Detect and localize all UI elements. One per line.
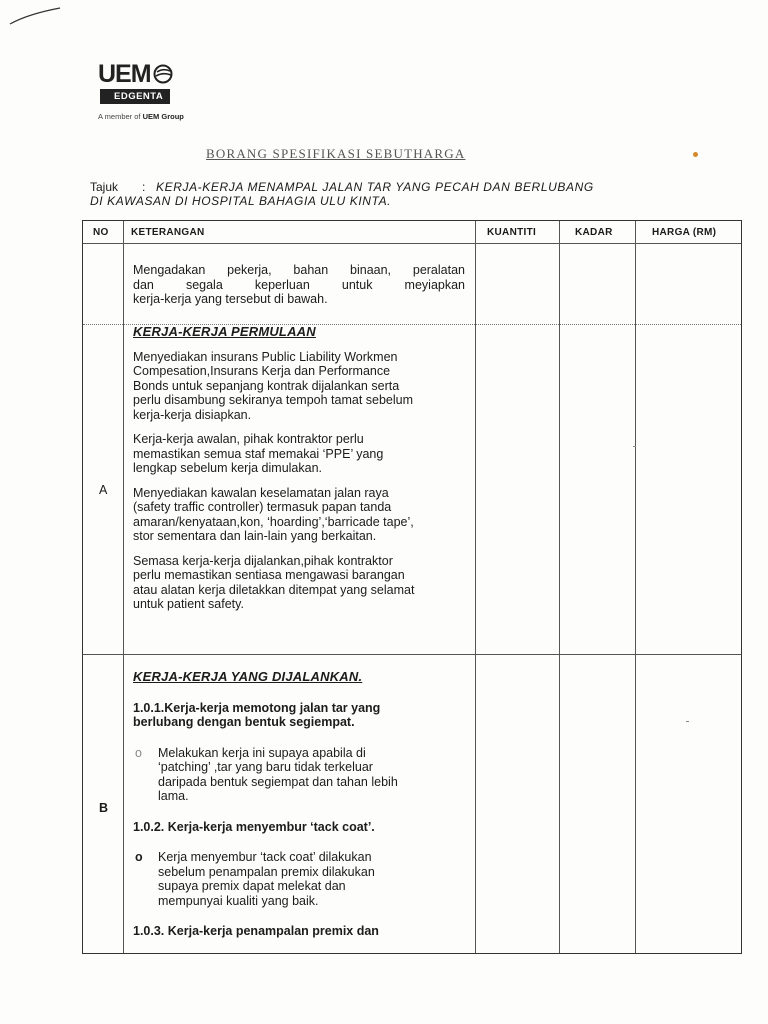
tajuk-colon: : <box>142 180 146 194</box>
header-kadar: KADAR <box>575 227 613 238</box>
intro-description: Mengadakan pekerja, bahan binaan, peralatan dan segala keperluan untuk meyiapkan kerja-kerja yang tersebut di bawah. <box>133 263 465 306</box>
subsection-2-title: 1.0.2. Kerja-kerja menyembur ‘tack coat’. <box>133 819 375 834</box>
subsection-1-title: 1.0.1.Kerja-kerja memotong jalan tar yang berlubang dengan bentuk segiempat. <box>133 700 381 729</box>
logo-wordmark: UEM <box>98 60 151 88</box>
section-a-paragraph: Kerja-kerja awalan, pihak kontraktor perlu memastikan semua staf memakai ‘PPE’ yang lengkap sebelum kerja dimulakan. <box>133 432 384 475</box>
header-keterangan: KETERANGAN <box>131 227 205 238</box>
section-b-content <box>133 670 438 939</box>
header-kuantiti: KUANTITI <box>487 227 537 238</box>
col-divider <box>635 221 636 953</box>
globe-icon <box>153 64 173 84</box>
tajuk-title-line2: DI KAWASAN DI HOSPITAL BAHAGIA ULU KINTA. <box>90 194 392 208</box>
scan-speck <box>686 721 689 722</box>
row-divider <box>83 243 741 244</box>
scan-speck <box>633 446 636 447</box>
orange-dot-mark <box>693 152 698 157</box>
row-number-a: A <box>99 483 108 497</box>
col-divider <box>475 221 476 953</box>
tajuk-title-line1: KERJA-KERJA MENAMPAL JALAN TAR YANG PECAH DAN BERLUBANG <box>156 180 594 194</box>
tajuk-block <box>90 180 680 208</box>
section-a-paragraph: Semasa kerja-kerja dijalankan,pihak kontraktor perlu memastikan sentiasa mengawasi barangan atau alatan kerja diletakkan ditempat yang selamat untuk patient safety. <box>133 553 415 611</box>
section-b-heading: KERJA-KERJA YANG DIJALANKAN. <box>133 669 363 684</box>
subsection-3-title: 1.0.3. Kerja-kerja penampalan premix dan <box>133 924 379 938</box>
section-a-paragraph: Menyediakan kawalan keselamatan jalan raya (safety traffic controller) termasuk papan tanda amaran/kenyataan,kon, ‘hoarding’,‘barricade tape’, stor sementara dan lain-lain yang berkaitan. <box>133 485 414 543</box>
section-a-heading: KERJA-KERJA PERMULAAN <box>133 324 316 339</box>
bullet-icon: o <box>135 850 143 864</box>
subsection-2-bullet: o Kerja menyembur ‘tack coat’ dilakukan sebelum penampalan premix dilakukan supaya premix dapat melekat dan mempunyai kualiti yang baik. <box>135 850 375 908</box>
section-a-paragraph: Menyediakan insurans Public Liability Workmen Compesation,Insurans Kerja dan Performance Bonds untuk sepanjang kontrak dijalankan serta perlu disambung sekiranya tempoh tamat sebelum kerja-kerja disiapkan. <box>133 349 414 422</box>
section-a-content <box>133 325 423 622</box>
tajuk-label: Tajuk <box>90 180 119 194</box>
specification-table <box>82 220 742 954</box>
row-divider <box>83 654 741 655</box>
form-title: BORANG SPESIFIKASI SEBUTHARGA <box>206 146 466 161</box>
col-divider <box>559 221 560 953</box>
header-harga: HARGA (RM) <box>652 227 717 238</box>
subsection-1-bullet: o Melakukan kerja ini supaya apabila di ‘patching’ ,tar yang baru tidak terkeluar daripada bentuk segiempat dan tahan lebih lama. <box>135 745 398 803</box>
logo-tagline: A member of UEM Group <box>98 112 184 121</box>
company-logo <box>98 62 218 121</box>
pen-stroke-mark <box>8 0 68 30</box>
col-divider <box>123 221 124 953</box>
logo-edgenta-bar: EDGENTA <box>100 89 170 104</box>
row-number-b: B <box>99 801 109 815</box>
header-no: NO <box>93 227 109 238</box>
bullet-icon: o <box>135 745 142 760</box>
